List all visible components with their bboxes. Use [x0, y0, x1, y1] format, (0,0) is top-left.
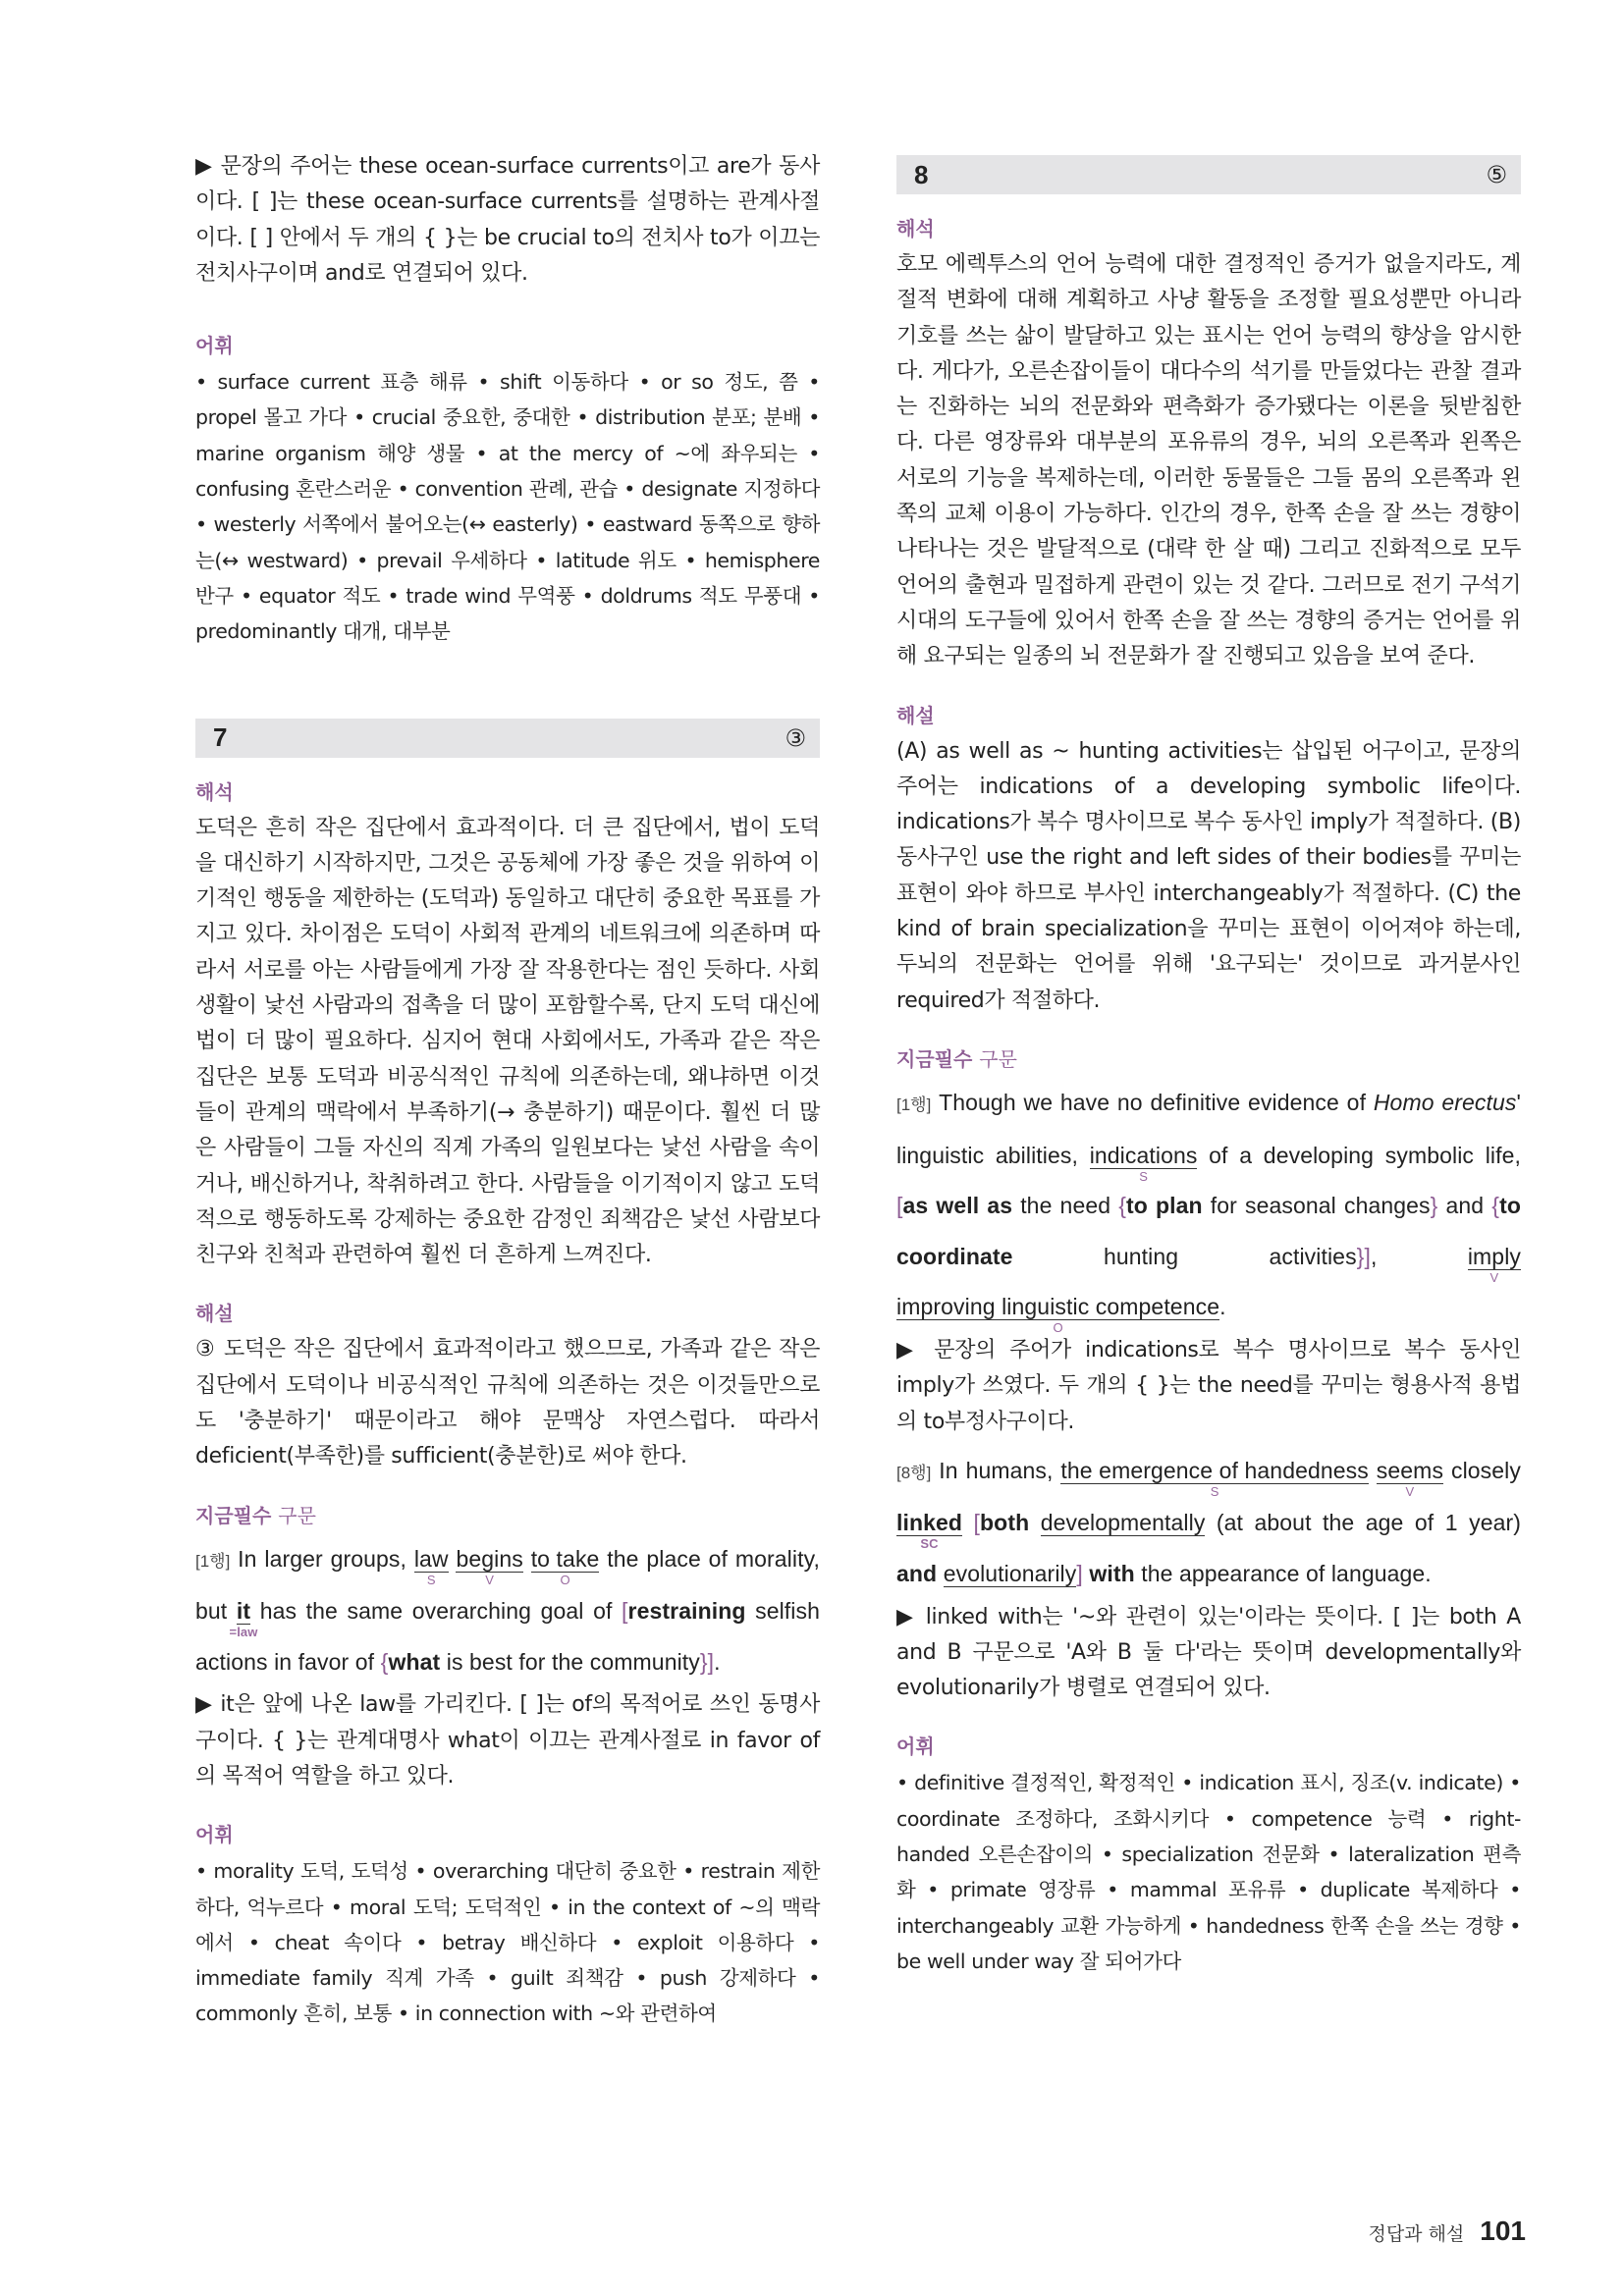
explanation-heading: 해설: [195, 1302, 234, 1326]
structure-note: ▶ it은 앞에 나온 law를 가리킨다. [ ]는 of의 목적어로 쓰인 동명사구이다. { }는 관계대명사 what이 이끄는 관계사절로 in favor of의 목적어 역할을 하고 있다.: [195, 1692, 820, 1789]
translation-text: 도덕은 흔히 작은 집단에서 효과적이다. 더 큰 집단에서, 법이 도덕을 대신하기 시작하지만, 그것은 공동체에 가장 좋은 것을 위하여 이기적인 행동을 제한하는 (도덕과) 동일하고 대단히 중요한 목표를 가지고 있다. 차이점은 도덕이 사회적 관계의 네트워크에 의존하며 따라서 서로를 아는 사람들에게 가장 잘 작용한다는 점인 듯하다. 사회생활이 낯선 사람과의 접촉을 더 많이 포함할수록, 단지 도덕 대신에 법이 더 많이 필요하다. 심지어 현대 사회에서도, 가족과 같은 작은 집단은 보통 도덕과 비공식적인 규칙에 의존하는데, 왜냐하면 이것들이 관계의 맥락에서 부족하기(→ 충분하기) 때문이다. 훨씬 더 많은 사람들이 그들 자신의 직계 가족의 일원보다는 낯선 사람을 속이거나, 배신하거나, 착취하려고 한다. 사람들을 이기적이지 않고 도덕적으로 행동하도록 강제하는 중요한 감정인 죄책감은 낯선 사람보다 친구와 친척과 관련하여 훨씬 더 흔하게 느껴진다.: [195, 815, 820, 1268]
structure-heading-sub: 구문: [979, 1046, 1017, 1071]
structure-heading: [896, 1044, 1521, 1074]
footer-label: 정답과 해설: [1368, 2223, 1465, 2245]
vocab-list-2: • morality 도덕, 도덕성 • overarching 대단히 중요한 • restrain 제한하다, 억누르다 • moral 도덕; 도덕적인 • in the context of ~의 맥락에서 • cheat 속이다 • betray 배신하다 • exploit 이용하다 • immediate family 직계 가족 • guilt 죄책감 • push 강제하다 • commonly 흔히, 보통 • in connection with ~와 관련하여: [195, 1859, 820, 2026]
structure-sentence: [1행] In larger groups, law S begins V to take O the place of morality, but it =law has the same overarching goal of [restraining selfish actions in favor of {what is best for the community}].: [195, 1545, 820, 1675]
right-column: [896, 155, 1521, 1979]
structure-note-2: ▶ linked with는 '~와 관련이 있는'이라는 뜻이다. [ ]는 both A and B 구문으로 'A와 B 둘 다'라는 뜻이며 developmentally와 evolutionarily가 병렬로 연결되어 있다.: [896, 1604, 1521, 1701]
structure-heading-main: 지금필수: [195, 1503, 272, 1527]
translation-heading: 해석: [896, 217, 935, 240]
question-7-header: [195, 719, 820, 758]
left-column: [195, 149, 820, 2032]
line-number: [1행]: [896, 1095, 932, 1114]
vocab-list: • surface current 표층 해류 • shift 이동하다 • or so 정도, 쯤 • propel 몰고 가다 • crucial 중요한, 중대한 • distribution 분포; 분배 • marine organism 해양 생물 • at the mercy of ~에 좌우되는 • confusing 혼란스러운 • convention 관례, 관습 • designate 지정하다 • westerly 서쪽에서 불어오는(↔ easterly) • eastward 동쪽으로 향하는(↔ westward) • prevail 우세하다 • latitude 위도 • hemisphere 반구 • equator 적도 • trade wind 무역풍 • doldrums 적도 무풍대 • predominantly 대개, 대부분: [195, 370, 820, 644]
vocab-list: • definitive 결정적인, 확정적인 • indication 표시, 징조(v. indicate) • coordinate 조정하다, 조화시키다 • competence 능력 • right-handed 오른손잡이의 • specialization 전문화 • lateralization 편측화 • primate 영장류 • mammal 포유류 • duplicate 복제하다 • interchangeably 교환 가능하게 • handedness 한쪽 손을 쓰는 경향 • be well under way 잘 되어가다: [896, 1771, 1521, 1973]
line-number: [8행]: [896, 1463, 932, 1482]
translation-text: 호모 에렉투스의 언어 능력에 대한 결정적인 증거가 없을지라도, 계절적 변화에 대해 계획하고 사냥 활동을 조정할 필요성뿐만 아니라 기호를 쓰는 삶이 발달하고 있는 표시는 언어 능력의 향상을 암시한다. 게다가, 오른손잡이들이 대다수의 석기를 만들었다는 관찰 결과는 진화하는 뇌의 전문화와 편측화가 증가됐다는 이론을 뒷받침한다. 다른 영장류와 대부분의 포유류의 경우, 뇌의 오른쪽과 왼쪽은 서로의 기능을 복제하는데, 이러한 동물들은 그들 몸의 오른쪽과 왼쪽의 교체 이용이 가능하다. 인간의 경우, 한쪽 손을 잘 쓰는 경향이 나타나는 것은 발달적으로 (대략 한 살 때) 그리고 진화적으로 모두 언어의 출현과 밀접하게 관련이 있는 것 같다. 그러므로 전기 구석기 시대의 도구들에 있어서 한쪽 손을 잘 쓰는 경향의 증거는 언어를 위해 요구되는 일종의 뇌 전문화가 잘 진행되고 있음을 보여 준다.: [896, 252, 1521, 669]
intro-note: ▶ 문장의 주어는 these ocean-surface currents이고 are가 동사이다. [ ]는 these ocean-surface currents를 설명하는 관계사절이다. [ ] 안에서 두 개의 { }는 be crucial to의 전치사 to가 이끄는 전치사구이며 and로 연결되어 있다.: [195, 154, 820, 286]
structure-heading-main: 지금필수: [896, 1046, 973, 1071]
question-8-header: [896, 155, 1521, 194]
structure-sentence-2: [8행] In humans, the emergence of handedness S seems V closely linked SC [both developmentally (at about the age of 1 year) and evolutionarily] with the appearance of language.: [896, 1457, 1521, 1586]
vocab-heading: 어휘: [195, 334, 234, 358]
question-number: 7: [213, 722, 228, 753]
vocab-heading: 어휘: [896, 1735, 935, 1759]
answer-mark: ③: [785, 723, 806, 752]
structure-heading: [195, 1501, 820, 1530]
question-number: 8: [914, 159, 929, 189]
explanation-text: (A) as well as ~ hunting activities는 삽입된 어구이고, 문장의 주어는 indications of a developing symbolic life이다. indications가 복수 명사이므로 복수 동사인 imply가 적절하다. (B) 동사구인 use the right and left sides of their bodies를 꾸미는 표현이 와야 하므로 부사인 interchangeably가 적절하다. (C) the kind of brain specialization을 꾸미는 표현이 이어져야 하는데, 두뇌의 전문화는 언어를 위해 '요구되는' 것이므로 과거분사인 required가 적절하다.: [896, 738, 1521, 1013]
structure-note-1: ▶ 문장의 주어가 indications로 복수 명사이므로 복수 동사인 imply가 쓰였다. 두 개의 { }는 the need를 꾸미는 형용사적 용법의 to부정사구이다.: [896, 1337, 1521, 1434]
line-number: [1행]: [195, 1551, 231, 1571]
vocab-heading-2: 어휘: [195, 1823, 234, 1847]
explanation-heading: 해설: [896, 703, 935, 727]
translation-heading: 해석: [195, 779, 234, 804]
structure-sentence-1: [1행] Though we have no definitive evidence of Homo erectus' linguistic abilities, indications S of a developing symbolic life, [as well as the need {to plan for seasonal changes} and {to coordinate hunting activities}], imply V improving linguistic competence O .: [896, 1089, 1522, 1336]
page-footer: [1368, 2216, 1526, 2247]
answer-mark: ⑤: [1486, 161, 1507, 188]
explanation-text: ③ 도덕은 작은 집단에서 효과적이라고 했으므로, 가족과 같은 작은 집단에서 도덕이나 비공식적인 규칙에 의존하는 것은 이것들만으로도 '충분하기' 때문이라고 해야 문맥상 자연스럽다. 따라서 deficient(부족한)를 sufficient(충분한)로 써야 한다.: [195, 1337, 820, 1469]
structure-heading-sub: 구문: [278, 1503, 316, 1527]
page-number: 101: [1480, 2216, 1526, 2246]
